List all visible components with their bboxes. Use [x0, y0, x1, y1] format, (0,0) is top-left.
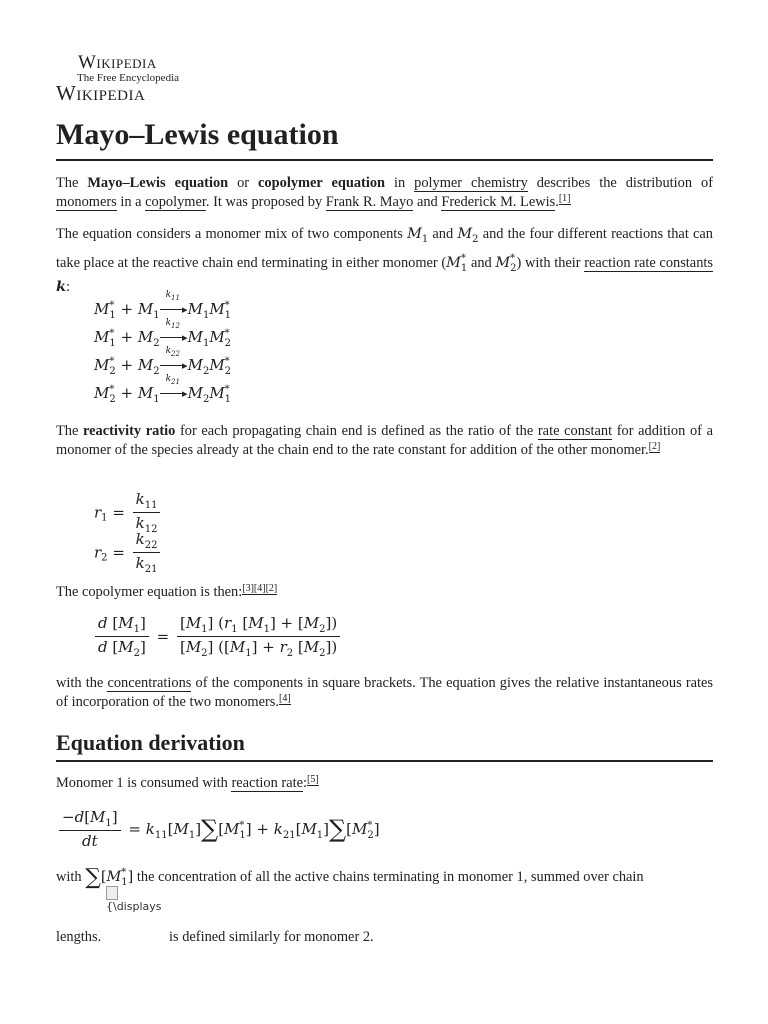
reaction-2: $M^*_1 + M_2$ $k_{12}$ ▸ $M_1M^*_2$: [94, 318, 232, 349]
link-polymer-chemistry[interactable]: polymer chemistry: [414, 175, 528, 191]
lengths-text: lengths.: [56, 929, 102, 945]
citation-link[interactable]: [5]: [307, 774, 319, 785]
logo-tagline: The Free Encyclopedia: [77, 72, 180, 84]
citation-link[interactable]: [2]: [265, 583, 278, 594]
citation-link[interactable]: [4]: [279, 692, 291, 704]
reaction-arrow: $k_{21}$ ▸: [160, 388, 188, 400]
link-reaction-rate-constants[interactable]: reaction rate constants: [584, 254, 713, 271]
ratio-equation-2: $r_2$ = $\frac{k_{22}}{k_{21}}$: [94, 530, 163, 575]
citation-link[interactable]: [1]: [558, 192, 571, 204]
concentrations-paragraph: with the concentrations of the components in square brackets. The equation gives the relative instantaneous rates of incorporation of the two monomers.[4]: [56, 675, 713, 710]
reaction-arrow: $k_{11}$ ▸: [160, 304, 188, 316]
link-rate-constant[interactable]: rate constant: [537, 423, 613, 439]
link-frederick-lewis[interactable]: Frederick M. Lewis: [441, 193, 556, 210]
page-title: Mayo–Lewis equation: [56, 116, 713, 161]
ratio-equation-1: $r_1$ = $\frac{k_{11}}{k_{12}}$: [94, 490, 163, 535]
reaction-3: $M^*_2 + M_2$ $k_{22}$ ▸ $M_2M^*_2$: [94, 346, 232, 377]
link-copolymer[interactable]: copolymer: [145, 193, 206, 210]
monomer2-text: is defined similarly for monomer 2.: [169, 929, 374, 945]
broken-image-icon: [106, 886, 118, 900]
link-frank-mayo[interactable]: Frank R. Mayo: [325, 193, 414, 210]
reaction-arrow: $k_{22}$ ▸: [160, 360, 188, 372]
components-paragraph: The equation considers a monomer mix of two components $M_1$ and $M_2$ and the four different reactions that can take place at the reactive chain end terminating in either monomer ($M^*_1$ and $M^*_2$) with their reaction rate constants k:: [56, 226, 713, 295]
reactivity-ratio-paragraph: The reactivity ratio for each propagating chain end is defined as the ratio of the rate constant for addition of a monomer of the species already at the chain end to the rate constant for addition of the other monomer.[2]: [56, 423, 714, 458]
citation-link[interactable]: [2]: [648, 440, 661, 452]
reaction-arrow: $k_{12}$ ▸: [160, 332, 188, 344]
citation-link[interactable]: [4]: [253, 583, 266, 594]
logo-wordmark-secondary: Wikipedia: [56, 81, 146, 105]
broken-math-image: {\displays: [106, 886, 168, 914]
reaction-1: $M^*_1 + M_1$ $k_{11}$ ▸ $M_1M^*_1$: [94, 290, 232, 321]
section-heading-equation-derivation: Equation derivation: [56, 729, 713, 762]
intro-paragraph: The Mayo–Lewis equation or copolymer equation in polymer chemistry describes the distribution of monomers in a copolymer. It was proposed by Frank R. Mayo and Frederick M. Lewis.[1]: [56, 175, 713, 210]
reaction-4: $M^*_2 + M_1$ $k_{21}$ ▸ $M_2M^*_1$: [94, 374, 232, 405]
consumption-paragraph: Monomer 1 is consumed with reaction rate:[5]: [56, 774, 319, 791]
rate-equation: $\frac{-d[M_1]}{dt}$ = $k_{11}[M_1]\sum[M^*_1] + k_{21}[M_1]\sum[M^*_2]$: [56, 808, 380, 850]
link-monomers[interactable]: monomers: [56, 193, 117, 210]
link-reaction-rate[interactable]: reaction rate: [231, 775, 303, 791]
active-chains-paragraph: with $\sum[M^*_1]$ the concentration of all the active chains terminating in monomer 1, summed over chain: [56, 865, 644, 890]
copolymer-equation-intro: The copolymer equation is then:[3][4][2]: [56, 583, 278, 600]
citation-link[interactable]: [3]: [242, 583, 254, 594]
copolymer-equation: $\frac{d [M_1]}{d [M_2]}$ = $\frac{[M_1] (r_1 [M_1] + [M_2])}{[M_2] ([M_1] + r_2 [M_2])}$: [92, 614, 343, 659]
logo-wordmark: Wikipedia: [78, 52, 157, 73]
link-concentrations[interactable]: concentrations: [107, 675, 192, 691]
